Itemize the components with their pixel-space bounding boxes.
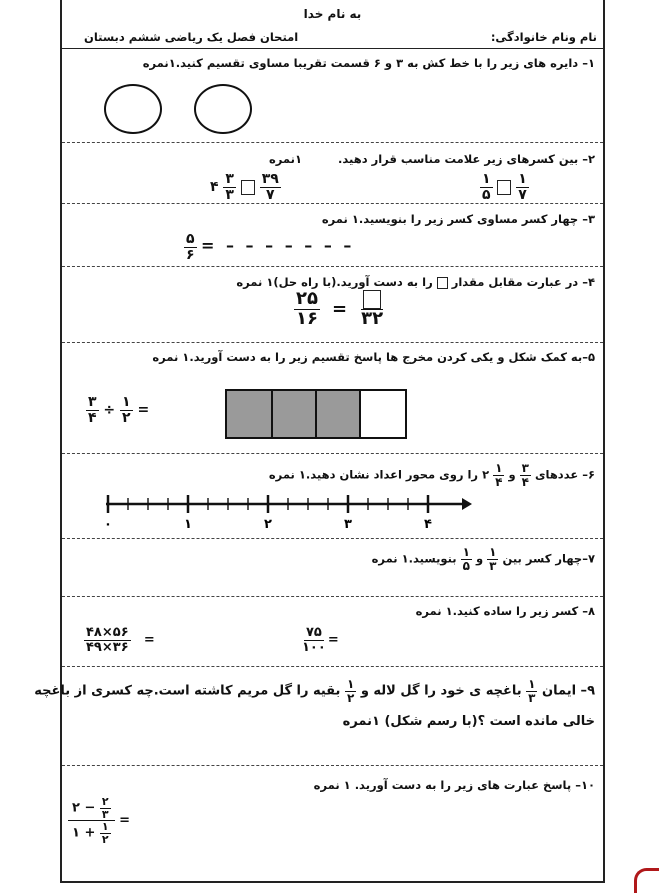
comparison-box[interactable] bbox=[497, 180, 511, 195]
divider bbox=[62, 453, 603, 454]
corner-ornament-icon bbox=[634, 868, 659, 893]
q3-expression: $\frac{۵}{۶}$ = – – – – – – – bbox=[186, 231, 355, 263]
exam-title: امتحان فصل یک ریاضی ششم دبستان bbox=[84, 30, 299, 44]
question-1-text: ۱– دایره های زیر را با خط کش به ۳ و ۶ قسمت تقریبا مساوی تقسیم کنید.۱نمره bbox=[142, 56, 595, 70]
answer-blanks[interactable]: = – – – – – – – bbox=[201, 236, 355, 256]
divider bbox=[62, 48, 603, 49]
circle-2 bbox=[194, 84, 252, 134]
comparison-box[interactable] bbox=[241, 180, 255, 195]
divider bbox=[62, 266, 603, 267]
fraction-bar-model bbox=[225, 389, 407, 439]
q2-right-expression: $\frac{۱}{۵}$ $\frac{۱}{۷}$ bbox=[482, 171, 527, 203]
number-line bbox=[98, 490, 478, 534]
tick-label: ۴ bbox=[424, 517, 432, 532]
question-9-line-1: ۹– ایمان $\frac{۱}{۳}$ باغچه ی خود را گل لاله و $\frac{۱}{۲}$ بقیه را گل مریم کاشته است.چه کسری از باغچه bbox=[34, 677, 595, 705]
name-label: نام ونام خانوادگی: bbox=[490, 30, 597, 44]
q5-expression: $\frac{۳}{۴}$ ÷ $\frac{۱}{۲}$ = bbox=[88, 394, 150, 426]
q2-left-expression: ۴ $\frac{۳}{۳}$ $\frac{۳۹}{۷}$ bbox=[210, 171, 279, 203]
question-2-text: ۲– بین کسرهای زیر علامت مناسب قرار دهید. ۱نمره bbox=[268, 152, 595, 166]
tick-label: ۱ bbox=[184, 517, 192, 532]
q8-fraction-2: $\frac{۴۸\times ۵۶}{۴۹\times ۳۶}$ = bbox=[86, 625, 155, 655]
question-8-text: ۸– کسر زیر را ساده کنید.۱ نمره bbox=[415, 604, 595, 618]
question-4-text: ۴– در عبارت مقابل مقدار را به دست آورید.(با راه حل)۱ نمره bbox=[236, 275, 595, 289]
divider bbox=[62, 342, 603, 343]
unknown-box-icon bbox=[437, 277, 448, 289]
divider bbox=[62, 666, 603, 667]
unknown-numerator-box[interactable] bbox=[363, 290, 381, 309]
question-7-text: ۷–چهار کسر بین $\frac{۱}{۳}$ و $\frac{۱}{۵}$ بنویسید.۱ نمره bbox=[371, 545, 595, 573]
question-10-text: ۱۰– پاسخ عبارت های زیر را به دست آورید. ۱ نمره bbox=[313, 778, 595, 792]
arrow-head-icon bbox=[462, 498, 472, 510]
page-heading: به نام خدا bbox=[303, 7, 362, 21]
bar-cell bbox=[271, 391, 317, 437]
q10-complex-fraction: ۲ − $\frac{۲}{۳}$ ۱ + $\frac{۱}{۲}$ = bbox=[68, 796, 130, 845]
question-5-text: ۵–به کمک شکل و یکی کردن مخرج ها پاسخ تقسیم زیر را به دست آورید.۱ نمره bbox=[152, 350, 595, 364]
divider bbox=[62, 203, 603, 204]
bar-cell bbox=[227, 391, 273, 437]
tick-label: ۲ bbox=[264, 517, 272, 532]
q4-equation: $\frac{۲۵}{۱۶}$ = ۳۲ bbox=[296, 288, 384, 330]
circle-1 bbox=[104, 84, 162, 134]
q8-fraction-1: $\frac{۷۵}{۱۰۰}$ = bbox=[302, 625, 339, 655]
divider bbox=[62, 538, 603, 539]
question-3-text: ۳– چهار کسر مساوی کسر زیر را بنویسید.۱ نمره bbox=[321, 212, 595, 226]
divider bbox=[62, 765, 603, 766]
question-6-text: ۶– عددهای $\frac{۳}{۴}$ و $\frac{۱}{۴}$ ۲ را روی محور اعداد نشان دهید.۱ نمره bbox=[268, 461, 595, 489]
tick-label: ۳ bbox=[344, 517, 352, 532]
divider bbox=[62, 596, 603, 597]
tick-label: ۰ bbox=[104, 517, 112, 532]
bar-cell bbox=[315, 391, 361, 437]
question-9-line-2: خالی مانده است ؟(با رسم شکل) ۱نمره bbox=[342, 714, 595, 729]
exam-sheet bbox=[34, 0, 605, 883]
divider bbox=[62, 142, 603, 143]
